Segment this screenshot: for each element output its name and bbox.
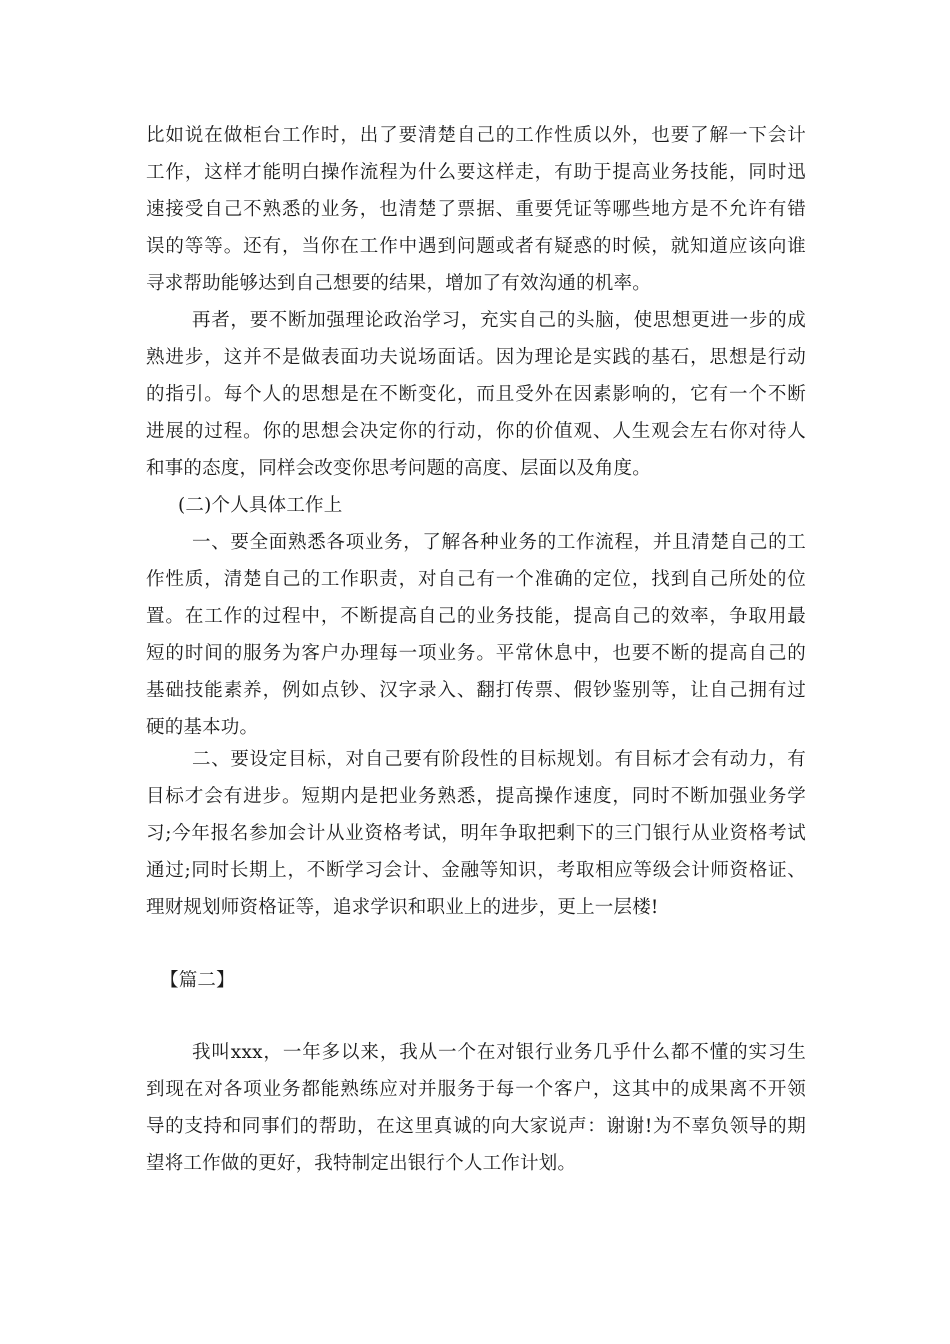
paragraph-line: 比如说在做柜台工作时，出了要清楚自己的工作性质以外，也要了解一下会计 [146, 125, 806, 146]
paragraph-line: 熟进步，这并不是做表面功夫说场面话。因为理论是实践的基石，思想是行动 [146, 347, 806, 368]
paragraph-line: 理财规划师资格证等，追求学识和职业上的进步，更上一层楼! [146, 897, 659, 918]
section-title: 【篇二】 [160, 970, 235, 991]
paragraph-line: 基础技能素养，例如点钞、汉字录入、翻打传票、假钞鉴别等，让自己拥有过 [146, 680, 806, 701]
paragraph-line: 寻求帮助能够达到自己想要的结果，增加了有效沟通的机率。 [146, 273, 651, 294]
paragraph-line: 置。在工作的过程中，不断提高自己的业务技能，提高自己的效率，争取用最 [146, 606, 806, 627]
paragraph-line: 的指引。每个人的思想是在不断变化，而且受外在因素影响的，它有一个不断 [146, 384, 806, 405]
paragraph-line: 通过;同时长期上，不断学习会计、金融等知识，考取相应等级会计师资格证、 [146, 860, 806, 881]
paragraph-line: 一、要全面熟悉各项业务，了解各种业务的工作流程，并且清楚自己的工 [192, 532, 806, 553]
paragraph-line: 再者，要不断加强理论政治学习，充实自己的头脑，使思想更进一步的成 [192, 310, 806, 331]
paragraph-line: 误的等等。还有，当你在工作中遇到问题或者有疑惑的时候，就知道应该向谁 [146, 236, 806, 257]
paragraph-line: 导的支持和同事们的帮助，在这里真诚的向大家说声：谢谢!为不辜负领导的期 [146, 1116, 806, 1137]
paragraph-line: 望将工作做的更好，我特制定出银行个人工作计划。 [146, 1153, 577, 1174]
paragraph-line: 速接受自己不熟悉的业务，也清楚了票据、重要凭证等哪些地方是不允许有错 [146, 199, 806, 220]
paragraph-line: 硬的基本功。 [146, 717, 259, 738]
paragraph-line: 我叫xxx，一年多以来，我从一个在对银行业务几乎什么都不懂的实习生 [192, 1042, 806, 1063]
paragraph-line: 进展的过程。你的思想会决定你的行动，你的价值观、人生观会左右你对待人 [146, 421, 806, 442]
paragraph-line: 习;今年报名参加会计从业资格考试，明年争取把剩下的三门银行从业资格考试 [146, 823, 806, 844]
paragraph-line: 工作，这样才能明白操作流程为什么要这样走，有助于提高业务技能，同时迅 [146, 162, 806, 183]
paragraph-line: 目标才会有进步。短期内是把业务熟悉，提高操作速度，同时不断加强业务学 [146, 786, 806, 807]
paragraph-line: 短的时间的服务为客户办理每一项业务。平常休息中，也要不断的提高自己的 [146, 643, 806, 664]
subheading: (二)个人具体工作上 [178, 495, 343, 516]
paragraph-line: 作性质，清楚自己的工作职责，对自己有一个准确的定位，找到自己所处的位 [146, 569, 806, 590]
paragraph-line: 和事的态度，同样会改变你思考问题的高度、层面以及角度。 [146, 458, 651, 479]
paragraph-line: 到现在对各项业务都能熟练应对并服务于每一个客户，这其中的成果离不开领 [146, 1079, 806, 1100]
paragraph-line: 二、要设定目标，对自己要有阶段性的目标规划。有目标才会有动力，有 [192, 749, 806, 770]
